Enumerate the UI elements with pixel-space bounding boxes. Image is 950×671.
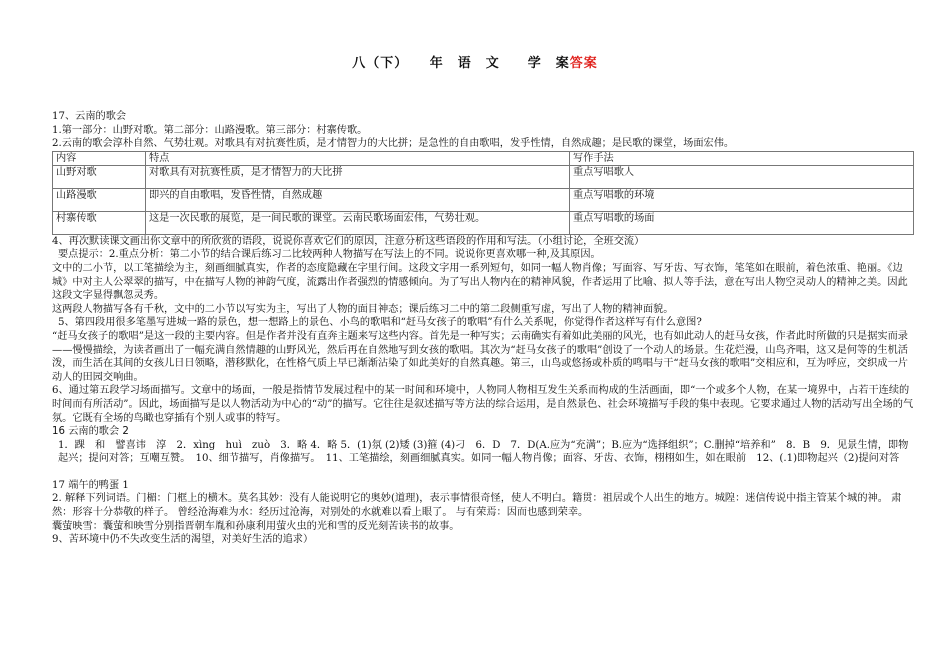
table-cell: 即兴的自由歌唱，发昏性情，自然成趣 — [146, 188, 570, 211]
table-cell: 山路漫歌 — [53, 188, 146, 211]
section-17b-title: 17 端午的鸭蛋 1 — [52, 479, 129, 491]
section-16-answers: 1．踝 和 譬喜讳 淳 2．xìng huì zuò 3．略 4．略 5．(1)氛 (2)矮 (3)箍 (4)刁 6．D 7．D(A.应为“充满”；B.应为“选择组织”；C.删掉“培养和” 8．B 9．见景生情，即物起兴；提问对答；互嘲互赞。 10、细节描写，肖像描写。 11、工笔描绘，刻画细腻真实。如同一幅人物肖像；面容、牙齿、衣饰，栩栩如生，如在眼前 12、(.1)即物起兴（2)提问对答 — [58, 439, 909, 465]
table-cell: 村寨传歌 — [53, 211, 146, 234]
question-4-hint: 要点提示：2.重点分析：第二小节的结合课后练习二比较两种人物描写在写法上的不同。说说你更喜欢哪一种,及其原因。 — [58, 249, 601, 261]
header-title: 八（下） 年 语 文 学 案 — [352, 56, 570, 71]
table-cell: 这是一次民歌的展览，是一间民歌的课堂。云南民歌场面宏伟，气势壮观。 — [146, 211, 570, 234]
table-cell: 山野对歌 — [53, 165, 146, 188]
table-cell: 重点写唱歌的场面 — [570, 211, 914, 234]
table-row — [53, 211, 914, 234]
table-header-cell: 特点 — [146, 151, 570, 165]
spacer — [52, 466, 914, 479]
table-cell: 重点写唱歌的环境 — [570, 188, 914, 211]
section-17b-line2: 囊萤映雪：囊萤和映雪分别指晋朝车胤和孙康利用萤火虫的光和雪的反光刻苦读书的故事。 — [52, 520, 460, 532]
question-4-paragraph-1: 文中的二小节，以工笔描绘为主，刻画细腻真实，作者的态度隐藏在字里行间。这段文字用一系列短句，如同一幅人物肖像；写面容、写牙齿、写衣饰，笔笔如在眼前，着色浓重、艳丽。《边城》中对主人公翠翠的描写，中在描写人物的神韵气度，流露出作者强烈的情感倾向。为了写出人物内在的精神风貌，作者运用了比喻、拟人等手法，意在写出人物空灵动人的精神之美。因此这段文字显得飘忽灵秀。 — [52, 262, 908, 302]
question-5-paragraph: “赶马女孩子的歌唱”是这一段的主要内容。但是作者并没有直奔主题来写这些内容。首先是一种写实；云南确实有着如此美丽的风光，也有如此动人的赶马女孩，作者此时所做的只是据实而录——慢慢描绘，为读者画出了一幅充满自然情趣的山野风光，然后再在自然地写到女孩的歌唱。其次为“赶马女孩子的歌唱”创设了一个动人的场景。生花烂漫，山鸟齐唱，这又是何等的生机活泼，而生活在其间的女孩儿日日领略，潜移默化，在性格气质上早已渐渐沾染了如此美好的自然真趣。第三，山鸟或悠扬或朴质的鸣唱与干“赶马女孩的歌唱”交相应和，互为呼应，交织成一片动人的田园交响曲。 — [52, 330, 908, 383]
question-6: 6、通过第五段学习场面描写。文章中的场面，一般是指情节发展过程中的某一时间和环境中，人物同人物相互发生关系而构成的生活画面，即“一个或多个人物，在某一境界中，占若干连续的时间而有所活动”。因此，场面描写是以人物活动为中心的“动”的描写。它往往是叙述描写等方法的综合运用，是自然景色、社会环境描写手段的集中表现。它要求通过人物的活动写出全场的气氛。它既有全场的鸟瞰也穿插有个别人或事的特写。 — [52, 385, 914, 424]
page-header — [0, 52, 950, 71]
analysis-table — [52, 151, 914, 235]
section-16-title: 16 云南的歌会 2 — [52, 426, 129, 438]
section-17-line1: 1.第一部分：山野对歌。第二部分：山路漫歌。第三部分：村寨传歌。 — [52, 124, 368, 136]
document-body — [52, 110, 914, 547]
section-17-line2: 2.云南的歌会淳朴自然、气势壮观。对歌具有对抗赛性质，是才情智力的大比拼；是急性的自由歌唱，发乎性情，自然成趣；是民歌的课堂，场面宏伟。 — [52, 138, 735, 150]
table-header-cell: 内容 — [53, 151, 146, 165]
section-17b-line3: 9、苦环境中仍不失改变生活的渴望，对美好生活的追求） — [52, 534, 314, 546]
question-4-paragraph-2: 这两段人物描写各有千秋，文中的二小节以写实为主，写出了人物的面目神态；课后练习二中的第二段侧重写虚，写出了人物的精神面貌。 — [52, 303, 674, 315]
table-header-cell: 写作手法 — [570, 151, 914, 165]
question-4: 4、再次默读课文画出你文章中的所欣赏的语段，说说你喜欢它们的原因，注意分析这些语段的作用和写法。（小组讨论，全班交流） — [52, 235, 645, 247]
section-17-title: 17、云南的歌会 — [52, 111, 127, 122]
table-cell: 重点写唱歌人 — [570, 165, 914, 188]
table-header-row — [53, 151, 914, 165]
answer-label: 答案 — [569, 56, 598, 71]
table-row — [53, 165, 914, 188]
table-row — [53, 188, 914, 211]
table-cell: 对歌具有对抗赛性质，是才情智力的大比拼 — [146, 165, 570, 188]
question-5: 5、第四段用很多笔墨写进城一路的景色，想一想路上的景色、小鸟的歌唱和“赶马女孩子的歌唱”有什么关系呢，你觉得作者这样写有什么意图? — [58, 317, 702, 329]
section-17b-line1: 2. 解释下列词语。门楣：门框上的横木。莫名其妙：没有人能说明它的奥妙(道理)，表示事情很奇怪，使人不明白。籍贯：祖居或个人出生的地方。城隍：迷信传说中指主管某个城的神。 肃然：形容十分恭敬的样子。 曾经沧海难为水：经历过沧海，对别处的水就难以看上眼了。 与有荣焉：因而也感到荣幸。 — [52, 493, 902, 519]
